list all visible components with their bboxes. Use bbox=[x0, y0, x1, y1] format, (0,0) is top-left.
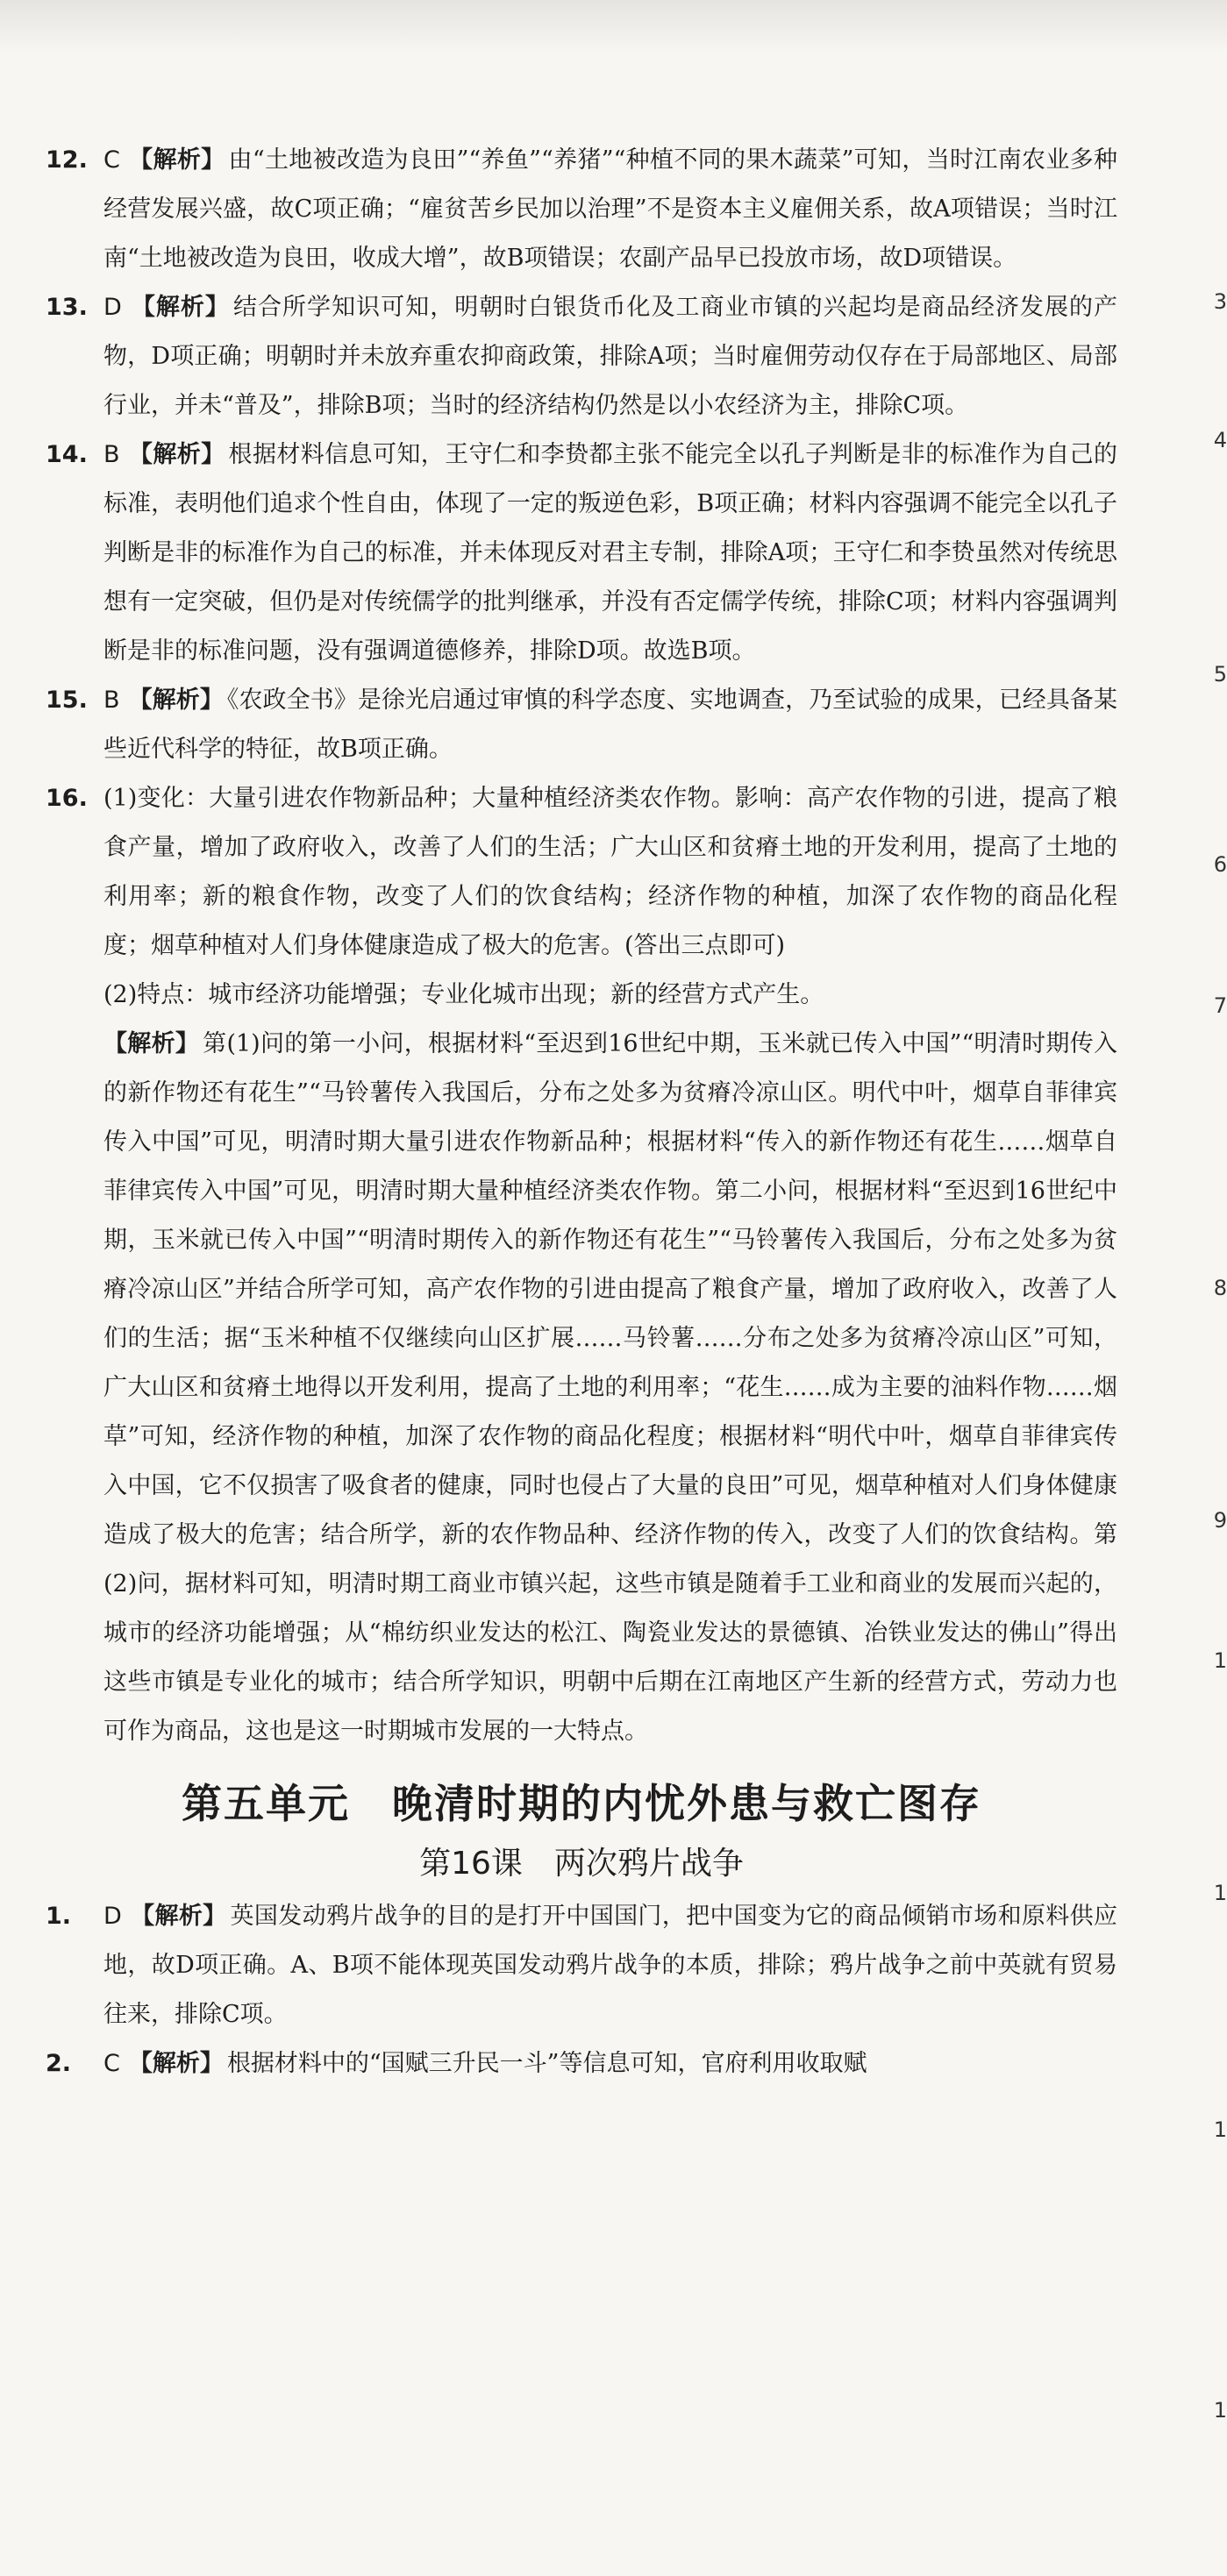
answer-part-1: (1)变化：大量引进农作物新品种；大量种植经济类农作物。影响：高产农作物的引进，提高了粮食产量，增加了政府收入，改善了人们的生活；广大山区和贫瘠土地的开发利用，提高了土地的利用率；新的粮食作物，改变了人们的饮食结构；经济作物的种植，加深了农作物的商品化程度；烟草种植对人们身体健康造成了极大的危害。(答出三点即可) bbox=[103, 785, 1117, 959]
question-number: 1. bbox=[46, 1903, 72, 1930]
right-margin-column bbox=[1209, 0, 1227, 2576]
analysis-text: 结合所学知识可知，明朝时白银货币化及工商业市镇的兴起均是商品经济发展的产物，D项正确；明朝时并未放弃重农抑商政策，排除A项；当时雇佣劳动仅存在于局部地区、局部行业，并未“普及”，排除B项；当时的经济结构仍然是以小农经济为主，排除C项。 bbox=[103, 294, 1118, 419]
margin-number: 1 bbox=[1213, 2117, 1227, 2142]
analysis-text: 根据材料中的“国赋三升民一斗”等信息可知，官府利用收取赋 bbox=[226, 2050, 867, 2077]
analysis-tag: 【解析】 bbox=[130, 1903, 227, 1930]
answer-part-2: (2)特点：城市经济功能增强；专业化城市出现；新的经营方式产生。 bbox=[103, 981, 824, 1008]
lesson-title: 第16课 两次鸦片战争 bbox=[419, 1846, 744, 1882]
analysis-tag: 【解析】 bbox=[128, 441, 225, 468]
question-number: 12. bbox=[46, 146, 88, 174]
answer-column bbox=[46, 136, 1117, 2089]
question-number: 16. bbox=[46, 785, 88, 812]
question-16 bbox=[46, 774, 1117, 1756]
answer-letter: D bbox=[103, 1903, 122, 1930]
question-13 bbox=[46, 283, 1117, 431]
margin-number: 3 bbox=[1213, 289, 1227, 314]
answer-letter: C bbox=[103, 2050, 120, 2077]
answer-letter: C bbox=[103, 146, 120, 174]
scan-top-shadow bbox=[0, 0, 1227, 53]
margin-number: 1 bbox=[1213, 2398, 1227, 2423]
question-1 bbox=[46, 1892, 1117, 2039]
question-12 bbox=[46, 136, 1117, 283]
analysis-text: 根据材料信息可知，王守仁和李贽都主张不能完全以孔子判断是非的标准作为自己的标准，表明他们追求个性自由，体现了一定的叛逆色彩，B项正确；材料内容强调不能完全以孔子判断是非的标准作为自己的标准，并未体现反对君主专制，排除A项；王守仁和李贽虽然对传统思想有一定突破，但仍是对传统儒学的批判继承，并没有否定儒学传统，排除C项；材料内容强调判断是非的标准问题，没有强调道德修养，排除D项。故选B项。 bbox=[103, 441, 1118, 665]
margin-number: 1 bbox=[1213, 1648, 1227, 1673]
question-14 bbox=[46, 431, 1117, 676]
analysis-block bbox=[103, 1020, 1117, 1756]
analysis-text: 第(1)问的第一小问，根据材料“至迟到16世纪中期，玉米就已传入中国”“明清时期传入的新作物还有花生”“马铃薯传入我国后，分布之处多为贫瘠冷凉山区。明代中叶，烟草自菲律宾传入中国”可见，明清时期大量引进农作物新品种；根据材料“传入的新作物还有花生……烟草自菲律宾传入中国”可见，明清时期大量种植经济类农作物。第二小问，根据材料“至迟到16世纪中期，玉米就已传入中国”“明清时期传入的新作物还有花生”“马铃薯传入我国后，分布之处多为贫瘠冷凉山区”并结合所学可知，高产农作物的引进由提高了粮食产量，增加了政府收入，改善了人们的生活；据“玉米种植不仅继续向山区扩展……马铃薯……分布之处多为贫瘠冷凉山区”可知，广大山区和贫瘠土地得以开发利用，提高了土地的利用率；“花生……成为主要的油料作物……烟草”可知，经济作物的种植，加深了农作物的商品化程度；根据材料“明代中叶，烟草自菲律宾传入中国，它不仅损害了吸食者的健康，同时也侵占了大量的良田”可见，烟草种植对人们身体健康造成了极大的危害；结合所学，新的农作物品种、经济作物的传入，改变了人们的饮食结构。第(2)问，据材料可知，明清时期工商业市镇兴起，这些市镇是随着手工业和商业的发展而兴起的，城市的经济功能增强；从“棉纺织业发达的松江、陶瓷业发达的景德镇、冶铁业发达的佛山”得出这些市镇是专业化的城市；结合所学知识，明朝中后期在江南地区产生新的经营方式，劳动力也可作为商品，这也是这一时期城市发展的一大特点。 bbox=[103, 1030, 1117, 1745]
margin-number: 4 bbox=[1213, 428, 1227, 452]
question-number: 14. bbox=[46, 441, 88, 468]
analysis-tag: 【解析】 bbox=[103, 1030, 200, 1057]
margin-number: 7 bbox=[1213, 993, 1227, 1018]
answer-letter: D bbox=[103, 294, 122, 321]
analysis-text: 《农政全书》是徐光启通过审慎的科学态度、实地调查，乃至试验的成果，已经具备某些近代科学的特征，故B项正确。 bbox=[103, 687, 1118, 763]
question-number: 15. bbox=[46, 687, 88, 714]
answer-letter: B bbox=[103, 441, 120, 468]
analysis-tag: 【解析】 bbox=[128, 2050, 224, 2077]
question-2 bbox=[46, 2039, 1117, 2089]
analysis-text: 由“土地被改造为良田”“养鱼”“养猪”“种植不同的果木蔬菜”可知，当时江南农业多种经营发展兴盛，故C项正确；“雇贫苦乡民加以治理”不是资本主义雇佣关系，故A项错误；当时江南“土地被改造为良田，收成大增”，故B项错误；农副产品早已投放市场，故D项错误。 bbox=[103, 146, 1117, 272]
answer-letter: B bbox=[103, 687, 120, 714]
margin-number: 1 bbox=[1213, 1881, 1227, 1905]
margin-number: 6 bbox=[1213, 852, 1227, 877]
question-15 bbox=[46, 676, 1117, 774]
question-number: 13. bbox=[46, 294, 88, 321]
margin-number: 9 bbox=[1213, 1508, 1227, 1533]
question-number: 2. bbox=[46, 2050, 72, 2077]
analysis-tag: 【解析】 bbox=[128, 146, 225, 174]
margin-number: 8 bbox=[1213, 1276, 1227, 1300]
analysis-tag: 【解析】 bbox=[130, 294, 230, 321]
unit-title: 第五单元 晚清时期的内忧外患与救亡图存 bbox=[182, 1780, 981, 1827]
analysis-tag: 【解析】 bbox=[128, 687, 224, 714]
analysis-text: 英国发动鸦片战争的目的是打开中国国门，把中国变为它的商品倾销市场和原料供应地，故D项正确。A、B项不能体现英国发动鸦片战争的本质，排除；鸦片战争之前中英就有贸易往来，排除C项。 bbox=[103, 1903, 1118, 2028]
margin-number: 5 bbox=[1213, 662, 1227, 687]
